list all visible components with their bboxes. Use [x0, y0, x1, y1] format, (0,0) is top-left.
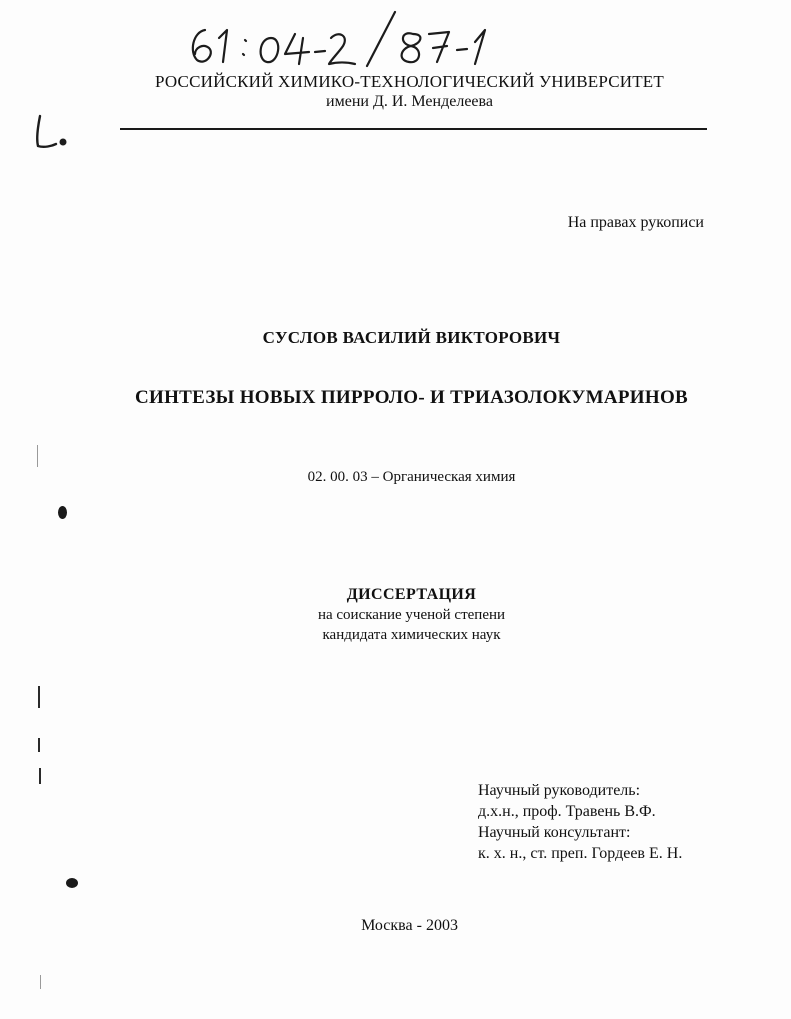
margin-scan-line [38, 738, 40, 752]
margin-scan-line [37, 445, 38, 467]
margin-handwritten-mark-icon [30, 112, 74, 156]
header-divider [120, 128, 707, 130]
margin-scan-line [38, 686, 40, 708]
supervisor-label: Научный руководитель: [478, 782, 641, 799]
handwritten-catalog-code [185, 8, 515, 68]
consultant-name: к. х. н., ст. преп. Гордеев Е. Н. [478, 845, 683, 862]
degree-line-2: кандидата химических наук [322, 627, 501, 643]
manuscript-note: На правах рукописи [567, 214, 704, 231]
city-year: Москва - 2003 [361, 917, 458, 934]
author-name: СУСЛОВ ВАСИЛИЙ ВИКТОРОВИЧ [262, 328, 561, 347]
degree-line-1: на соискание ученой степени [317, 607, 506, 623]
thesis-title: СИНТЕЗЫ НОВЫХ ПИРРОЛО- И ТРИАЗОЛОКУМАРИНОВ [135, 387, 688, 408]
specialty-code: 02. 00. 03 – Органическая химия [307, 469, 516, 485]
advisors-block [478, 780, 682, 864]
university-name: РОССИЙСКИЙ ХИМИКО-ТЕХНОЛОГИЧЕСКИЙ УНИВЕРСИТЕТ [155, 72, 664, 91]
supervisor-name: д.х.н., проф. Травень В.Ф. [478, 803, 656, 820]
binding-hole-blot [58, 506, 67, 519]
consultant-label: Научный консультант: [478, 824, 631, 841]
margin-scan-line [39, 768, 41, 784]
dissertation-label: ДИССЕРТАЦИЯ [346, 586, 477, 603]
binding-hole-blot [66, 878, 78, 888]
margin-scan-line [40, 975, 41, 989]
university-subtitle: имени Д. И. Менделеева [326, 93, 493, 110]
